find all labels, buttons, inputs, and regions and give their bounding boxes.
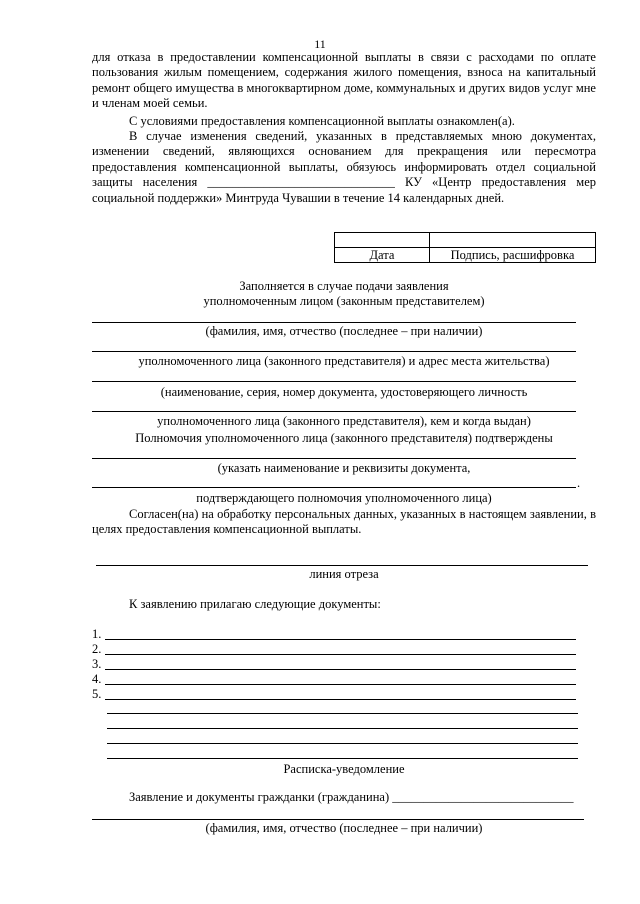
attachment-number-5: 5. (92, 687, 102, 701)
caption-citizen-full-name: (фамилия, имя, отчество (последнее – при наличии) (205, 821, 483, 835)
paragraph-changes-start: В случае изменения сведений, указанных в представляемых мною документах, изменении сведений, являющихся основанием для прекращения или пересмотра предоставления компенсационной выплаты, обязуюсь информировать отдел социальной защиты населения (92, 129, 596, 190)
attachment-line-extra[interactable] (107, 743, 578, 744)
attachment-line-3[interactable] (105, 669, 576, 670)
representative-address-line[interactable] (92, 351, 576, 352)
powers-document-details-line[interactable] (92, 487, 576, 488)
attachment-line-1[interactable] (105, 639, 576, 640)
attachment-line-extra[interactable] (107, 728, 578, 729)
paragraph-changes-end: КУ «Центр предоставления мер социальной поддержки» Минтруда Чувашии в течение 14 календарных дней. (92, 175, 597, 205)
receipt-text (92, 790, 596, 805)
caption-powers-confirming: подтверждающего полномочия уполномоченного лица) (196, 491, 492, 505)
attachment-line-extra[interactable] (107, 758, 578, 759)
identity-document-issued-line[interactable] (92, 411, 576, 412)
line-period: . (577, 476, 581, 490)
paragraph-refusal: для отказа в предоставлении компенсационной выплаты в связи с расходами по оплате пользования жилым помещением, содержания жилого помещения, взноса на капитальный ремонт общего имущества в многоквартирном доме, коммунальных и других видов услуг мне и членам моей семьи. (92, 50, 596, 111)
attachment-number-3: 3. (92, 657, 102, 671)
caption-full-name: (фамилия, имя, отчество (последнее – при наличии) (205, 324, 483, 338)
caption-powers-document: (указать наименование и реквизиты документа, (217, 461, 471, 475)
receipt-text-label: Заявление и документы гражданки (гражданина) (129, 790, 390, 804)
date-label: Дата (335, 248, 430, 263)
paragraph-acquainted: С условиями предоставления компенсационной выплаты ознакомлен(а). (129, 114, 515, 128)
representative-heading-1: Заполняется в случае подачи заявления (239, 279, 449, 293)
citizen-full-name-line[interactable] (92, 819, 584, 820)
powers-confirmed-text: Полномочия уполномоченного лица (законного представителя) подтверждены (135, 431, 553, 445)
attachment-line-extra[interactable] (107, 713, 578, 714)
attachment-line-5[interactable] (105, 699, 576, 700)
representative-heading-2: уполномоченным лицом (законным представителем) (203, 294, 485, 308)
attachment-number-1: 1. (92, 627, 102, 641)
cut-line (96, 565, 588, 566)
caption-address: уполномоченного лица (законного представителя) и адрес места жительства) (138, 354, 550, 368)
cut-line-label: линия отреза (309, 567, 379, 581)
citizen-name-blank[interactable]: _____________________________ (392, 790, 574, 804)
attachment-line-2[interactable] (105, 654, 576, 655)
date-field[interactable] (335, 233, 430, 248)
identity-document-line[interactable] (92, 381, 576, 382)
department-blank[interactable]: ______________________________ (207, 175, 395, 190)
attachments-intro: К заявлению прилагаю следующие документы: (129, 597, 381, 611)
attachment-line-4[interactable] (105, 684, 576, 685)
consent-paragraph: Согласен(на) на обработку персональных данных, указанных в настоящем заявлении, в целях предоставления компенсационной выплаты. (92, 507, 596, 537)
page-number: 11 (314, 37, 326, 51)
attachment-number-4: 4. (92, 672, 102, 686)
signature-field[interactable] (430, 233, 596, 248)
powers-document-line[interactable] (92, 458, 576, 459)
paragraph-changes (92, 129, 596, 206)
attachment-number-2: 2. (92, 642, 102, 656)
receipt-title: Расписка-уведомление (283, 762, 405, 776)
signature-table (334, 232, 596, 263)
representative-name-line[interactable] (92, 322, 576, 323)
signature-label: Подпись, расшифровка (430, 248, 596, 263)
caption-issued-by: уполномоченного лица (законного представителя), кем и когда выдан) (157, 414, 531, 428)
caption-identity-document: (наименование, серия, номер документа, удостоверяющего личность (160, 385, 528, 399)
